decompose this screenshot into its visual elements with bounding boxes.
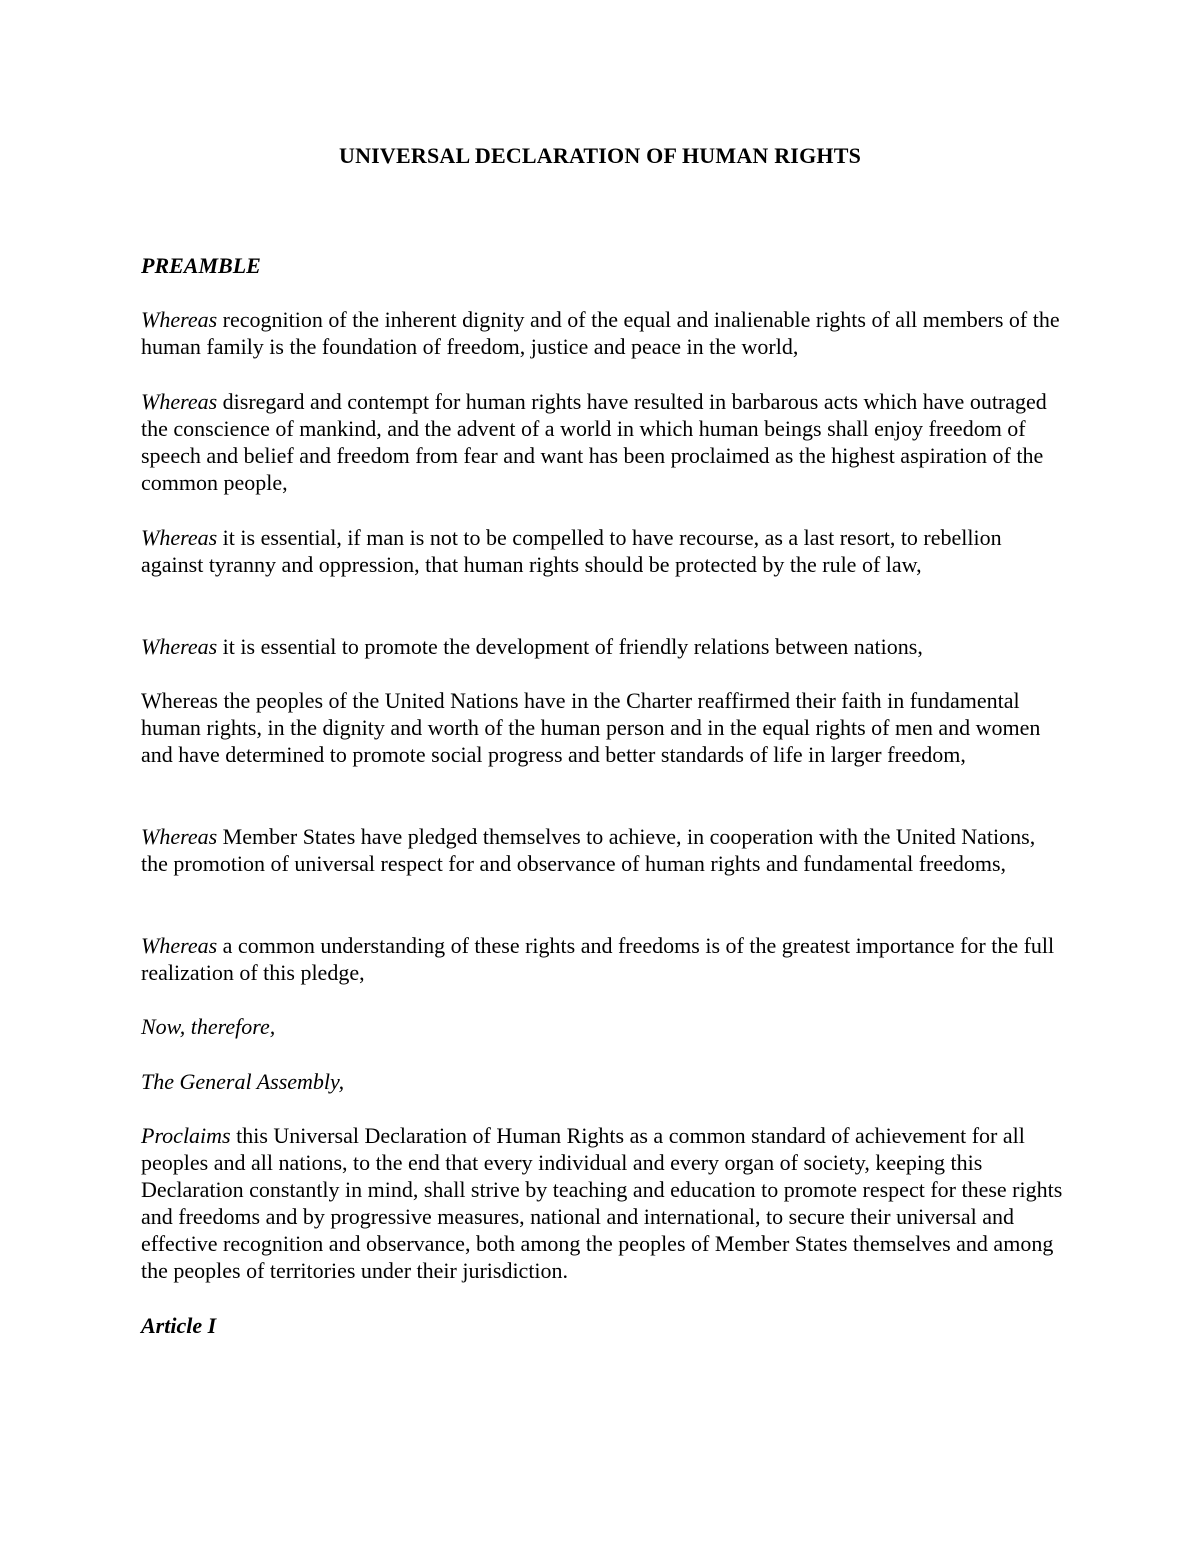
paragraph-lead: Proclaims [141, 1123, 231, 1148]
preamble-paragraph-4 [141, 633, 1066, 660]
article-heading: Article I [141, 1313, 217, 1338]
paragraph-lead: Whereas [141, 933, 218, 958]
paragraph-lead: Whereas [141, 307, 218, 332]
paragraph-text: it is essential, if man is not to be compelled to have recourse, as a last resort, to rebellion against tyranny and oppression, that human rights should be protected by the rule of law, [141, 525, 1002, 577]
preamble-paragraph-1 [141, 306, 1066, 360]
paragraph-text: this Universal Declaration of Human Rights as a common standard of achievement for all peoples and all nations, to the end that every individual and every organ of society, keeping this Declaration constantly in mind, shall strive by teaching and education to promote respect for these rights and freedoms and by progressive measures, national and international, to secure their universal and effective recognition and observance, both among the peoples of Member States themselves and among the peoples of territories under their jurisdiction. [141, 1123, 1063, 1283]
paragraph-text: a common understanding of these rights and freedoms is of the greatest importance for the full realization of this pledge, [141, 933, 1055, 985]
paragraph-lead: Whereas [141, 824, 218, 849]
paragraph-lead: Whereas [141, 525, 218, 550]
preamble-heading: PREAMBLE [141, 253, 261, 278]
preamble-paragraph-3 [141, 524, 1066, 578]
paragraph-lead: Whereas [141, 634, 218, 659]
paragraph-text: it is essential to promote the development of friendly relations between nations, [217, 634, 923, 659]
preamble-paragraph-2 [141, 388, 1066, 496]
paragraph-text: recognition of the inherent dignity and of the equal and inalienable rights of all members of the human family is the foundation of freedom, justice and peace in the world, [141, 307, 1060, 359]
now-therefore-line: Now, therefore, [141, 1014, 276, 1039]
paragraph-lead: Whereas [141, 389, 218, 414]
paragraph-text: Whereas the peoples of the United Nations have in the Charter reaffirmed their faith in fundamental human rights, in the dignity and worth of the human person and in the equal rights of men and women and have determined to promote social progress and better standards of life in larger freedom, [141, 688, 1041, 767]
paragraph-text: Member States have pledged themselves to achieve, in cooperation with the United Nations, the promotion of universal respect for and observance of human rights and fundamental freedoms, [141, 824, 1036, 876]
document-title: UNIVERSAL DECLARATION OF HUMAN RIGHTS [338, 143, 861, 168]
proclaims-paragraph [141, 1122, 1066, 1284]
general-assembly-line: The General Assembly, [141, 1069, 345, 1094]
preamble-paragraph-6 [141, 823, 1066, 877]
paragraph-text: disregard and contempt for human rights have resulted in barbarous acts which have outraged the conscience of mankind, and the advent of a world in which human beings shall enjoy freedom of speech and belief and freedom from fear and want has been proclaimed as the highest aspiration of the common people, [141, 389, 1047, 495]
preamble-paragraph-7 [141, 932, 1066, 986]
preamble-paragraph-5 [141, 687, 1066, 768]
